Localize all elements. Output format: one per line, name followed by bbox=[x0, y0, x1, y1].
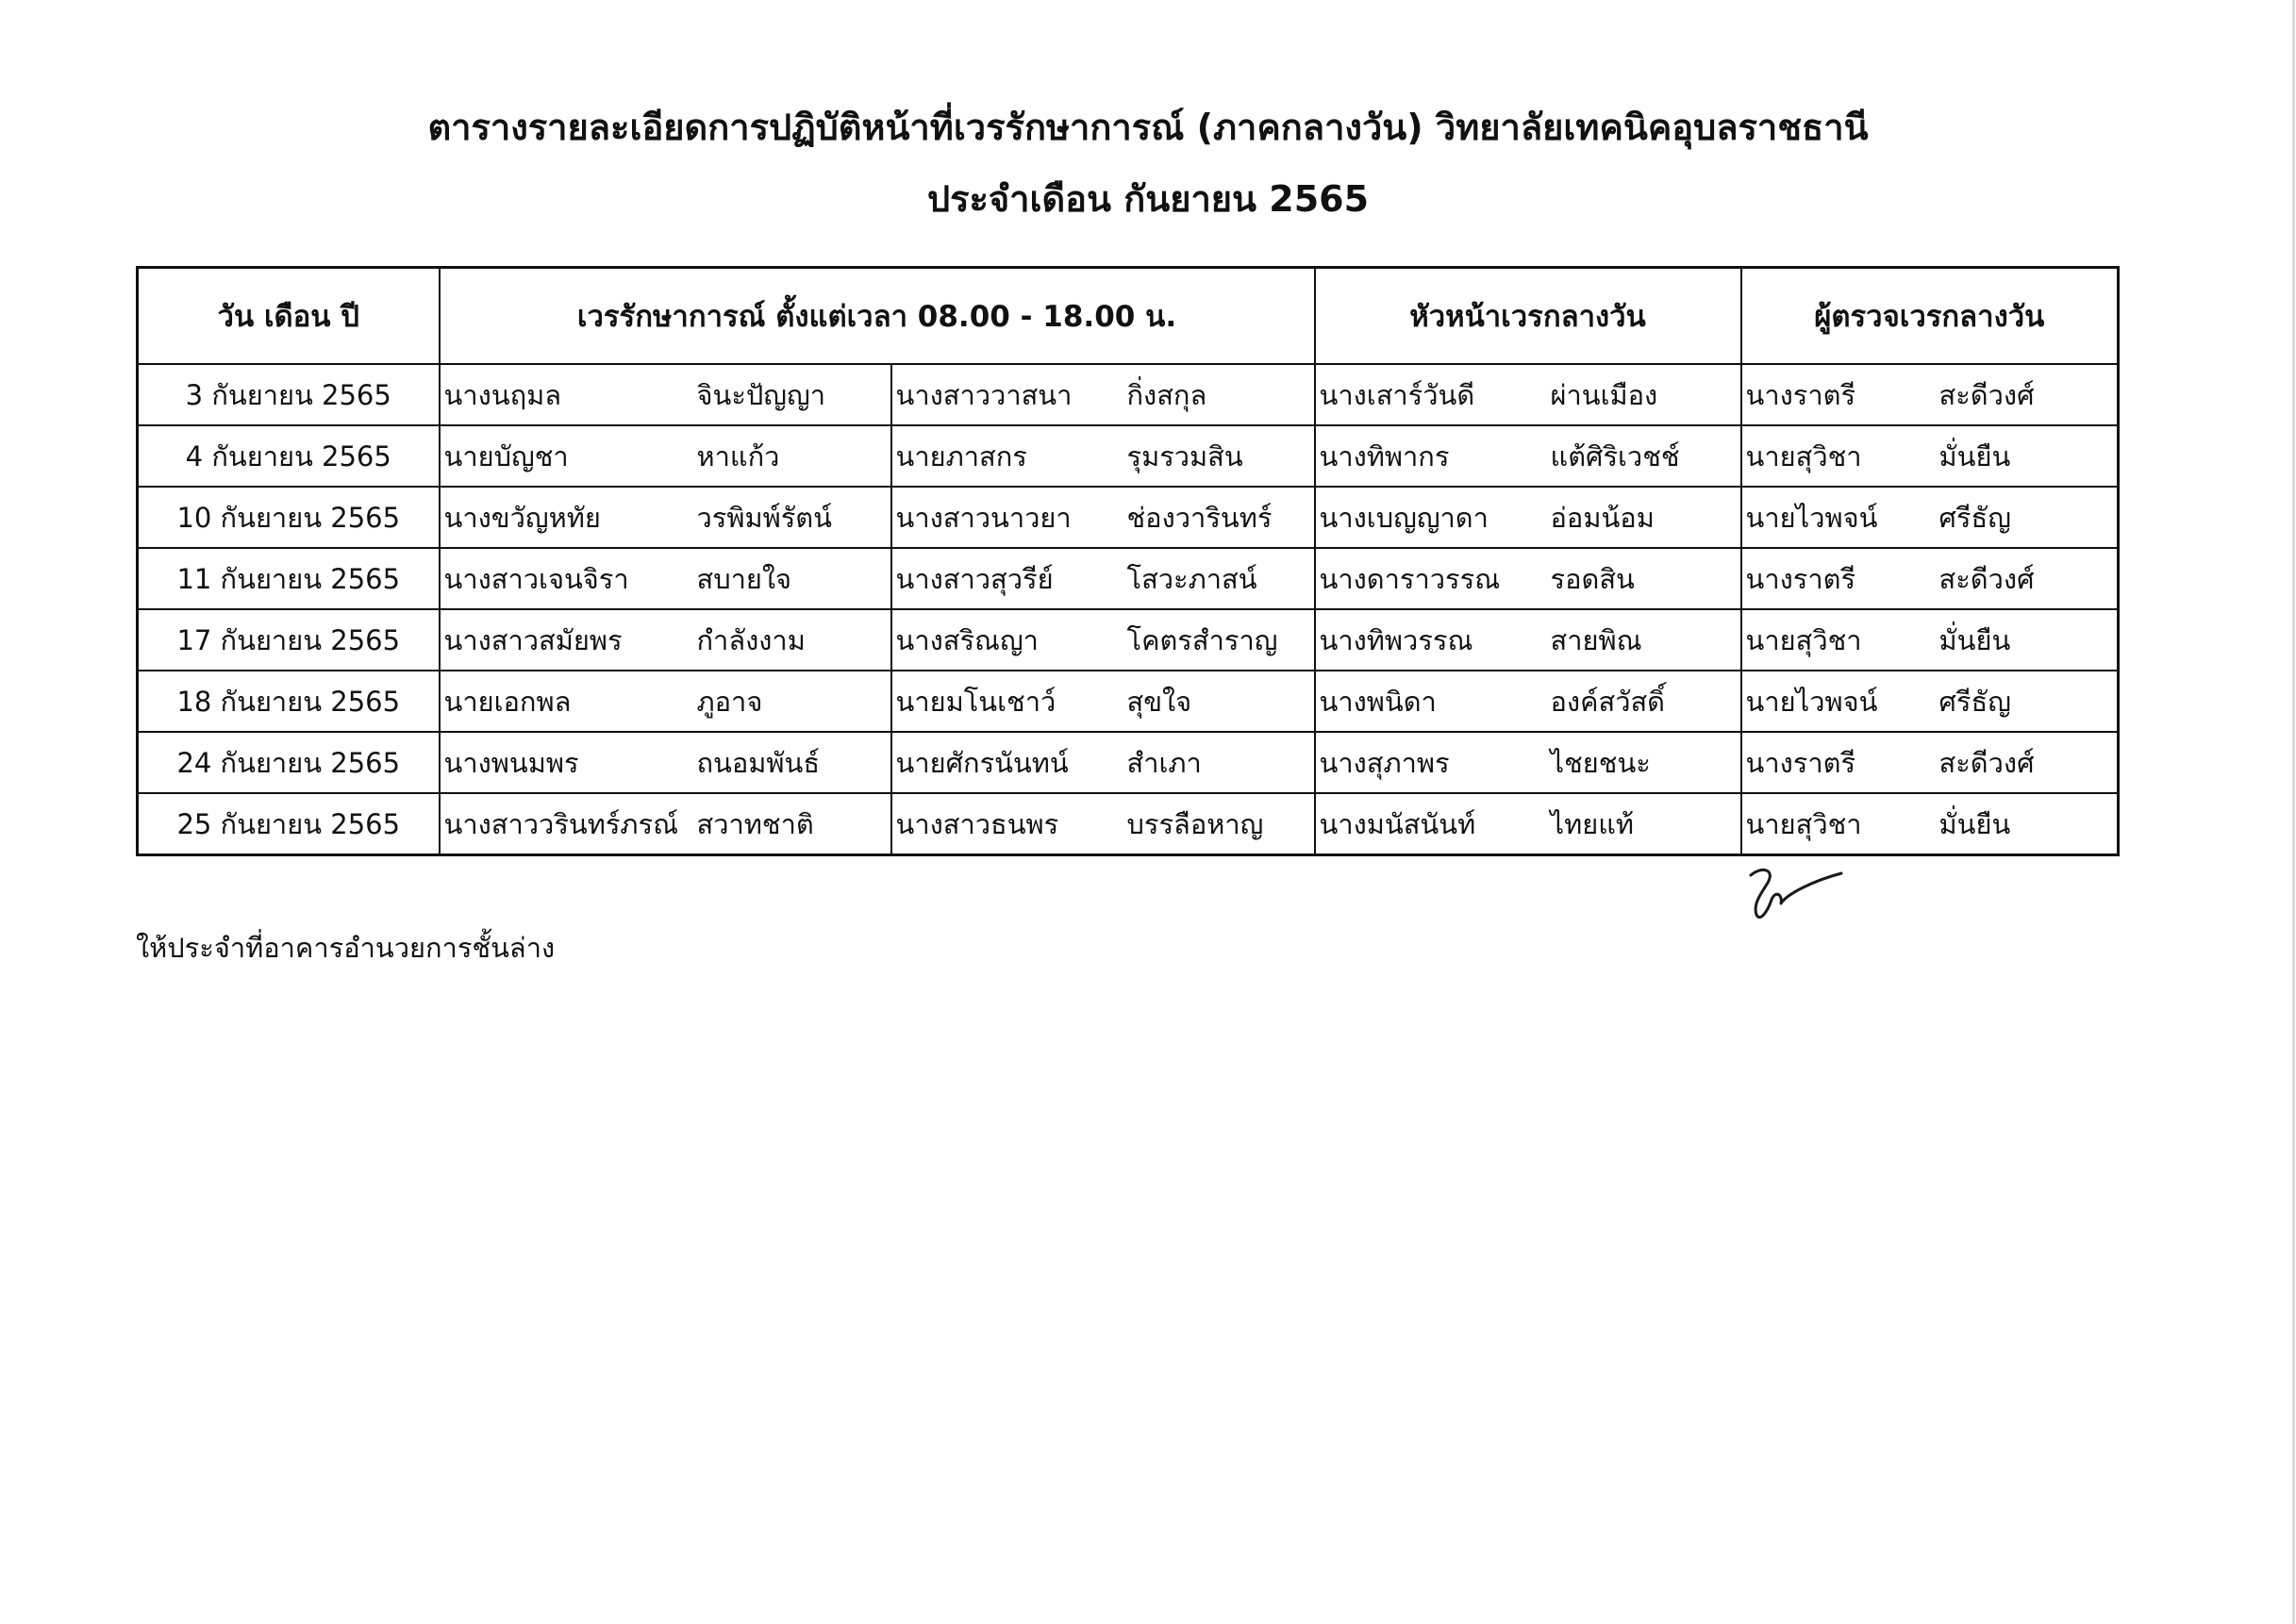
date-cell: 18 กันยายน 2565 bbox=[138, 671, 440, 732]
scan-edge-line bbox=[2292, 0, 2295, 1624]
signature-mark bbox=[1743, 856, 1847, 924]
head-of-shift-last-name: รอดสิน bbox=[1541, 548, 1741, 609]
table-row bbox=[138, 609, 2119, 671]
date-cell: 24 กันยายน 2565 bbox=[138, 732, 440, 793]
signature-stroke bbox=[1751, 870, 1841, 917]
guard-2-first-name: นางสาววาสนา bbox=[891, 364, 1118, 425]
inspector-last-name: ศรีธัญ bbox=[1930, 487, 2119, 548]
guard-2-last-name: สุขใจ bbox=[1118, 671, 1315, 732]
inspector-first-name: นายไวพจน์ bbox=[1741, 671, 1930, 732]
head-of-shift-first-name: นางเบญญาดา bbox=[1315, 487, 1541, 548]
guard-1-first-name: นายเอกพล bbox=[440, 671, 688, 732]
head-of-shift-last-name: องค์สวัสดิ์ bbox=[1541, 671, 1741, 732]
head-of-shift-last-name: อ่อมน้อม bbox=[1541, 487, 1741, 548]
header-date: วัน เดือน ปี bbox=[138, 268, 440, 365]
table-header-row bbox=[138, 268, 2119, 365]
head-of-shift-first-name: นางดาราวรรณ bbox=[1315, 548, 1541, 609]
inspector-first-name: นายสุวิชา bbox=[1741, 425, 1930, 487]
inspector-last-name: สะดีวงศ์ bbox=[1930, 548, 2119, 609]
guard-1-first-name: นายบัญชา bbox=[440, 425, 688, 487]
inspector-last-name: มั่นยืน bbox=[1930, 793, 2119, 855]
page-subtitle: ประจำเดือน กันยายน 2565 bbox=[926, 178, 1370, 220]
guard-2-first-name: นายศักรนันทน์ bbox=[891, 732, 1118, 793]
guard-1-last-name: ถนอมพันธ์ bbox=[688, 732, 891, 793]
guard-2-last-name: โสวะภาสน์ bbox=[1118, 548, 1315, 609]
date-cell: 3 กันยายน 2565 bbox=[138, 364, 440, 425]
inspector-last-name: มั่นยืน bbox=[1930, 609, 2119, 671]
guard-1-first-name: นางสาววรินทร์ภรณ์ bbox=[440, 793, 688, 855]
guard-1-last-name: สวาทชาติ bbox=[688, 793, 891, 855]
guard-2-first-name: นางสาวสุวรีย์ bbox=[891, 548, 1118, 609]
guard-1-last-name: จินะปัญญา bbox=[688, 364, 891, 425]
guard-2-first-name: นางสาวธนพร bbox=[891, 793, 1118, 855]
table-row bbox=[138, 425, 2119, 487]
header-inspector: ผู้ตรวจเวรกลางวัน bbox=[1741, 268, 2119, 365]
guard-1-last-name: สบายใจ bbox=[688, 548, 891, 609]
guard-1-first-name: นางสาวสมัยพร bbox=[440, 609, 688, 671]
guard-2-last-name: กิ่งสกุล bbox=[1118, 364, 1315, 425]
inspector-last-name: สะดีวงศ์ bbox=[1930, 364, 2119, 425]
inspector-first-name: นายไวพจน์ bbox=[1741, 487, 1930, 548]
table-row bbox=[138, 487, 2119, 548]
guard-1-first-name: นางสาวเจนจิรา bbox=[440, 548, 688, 609]
guard-2-first-name: นายภาสกร bbox=[891, 425, 1118, 487]
guard-2-last-name: โคตรสำราญ bbox=[1118, 609, 1315, 671]
head-of-shift-last-name: ผ่านเมือง bbox=[1541, 364, 1741, 425]
table-row bbox=[138, 671, 2119, 732]
duty-schedule-table bbox=[136, 266, 2120, 856]
head-of-shift-first-name: นางพนิดา bbox=[1315, 671, 1541, 732]
inspector-first-name: นางราตรี bbox=[1741, 732, 1930, 793]
inspector-last-name: ศรีธัญ bbox=[1930, 671, 2119, 732]
table-row bbox=[138, 548, 2119, 609]
head-of-shift-last-name: ไชยชนะ bbox=[1541, 732, 1741, 793]
inspector-first-name: นางราตรี bbox=[1741, 364, 1930, 425]
guard-2-last-name: ช่องวารินทร์ bbox=[1118, 487, 1315, 548]
head-of-shift-first-name: นางมนัสนันท์ bbox=[1315, 793, 1541, 855]
date-cell: 11 กันยายน 2565 bbox=[138, 548, 440, 609]
date-cell: 25 กันยายน 2565 bbox=[138, 793, 440, 855]
table-row bbox=[138, 732, 2119, 793]
inspector-first-name: นายสุวิชา bbox=[1741, 609, 1930, 671]
head-of-shift-first-name: นางสุภาพร bbox=[1315, 732, 1541, 793]
footer-note: ให้ประจำที่อาคารอำนวยการชั้นล่าง bbox=[136, 932, 556, 964]
table-row bbox=[138, 793, 2119, 855]
head-of-shift-first-name: นางเสาร์วันดี bbox=[1315, 364, 1541, 425]
inspector-first-name: นายสุวิชา bbox=[1741, 793, 1930, 855]
guard-1-first-name: นางนฤมล bbox=[440, 364, 688, 425]
head-of-shift-last-name: สายพิณ bbox=[1541, 609, 1741, 671]
date-cell: 4 กันยายน 2565 bbox=[138, 425, 440, 487]
guard-1-first-name: นางพนมพร bbox=[440, 732, 688, 793]
inspector-first-name: นางราตรี bbox=[1741, 548, 1930, 609]
inspector-last-name: สะดีวงศ์ bbox=[1930, 732, 2119, 793]
guard-2-last-name: สำเภา bbox=[1118, 732, 1315, 793]
guard-1-last-name: วรพิมพ์รัตน์ bbox=[688, 487, 891, 548]
head-of-shift-last-name: ไทยแท้ bbox=[1541, 793, 1741, 855]
guard-2-first-name: นางสาวนาวยา bbox=[891, 487, 1118, 548]
guard-2-first-name: นางสริณญา bbox=[891, 609, 1118, 671]
page-title: ตารางรายละเอียดการปฏิบัติหน้าที่เวรรักษาการณ์ (ภาคกลางวัน) วิทยาลัยเทคนิคอุบลราชธานี bbox=[427, 107, 1869, 148]
guard-1-last-name: ภูอาจ bbox=[688, 671, 891, 732]
inspector-last-name: มั่นยืน bbox=[1930, 425, 2119, 487]
header-head-of-shift: หัวหน้าเวรกลางวัน bbox=[1315, 268, 1741, 365]
guard-2-last-name: บรรลือหาญ bbox=[1118, 793, 1315, 855]
head-of-shift-first-name: นางทิพวรรณ bbox=[1315, 609, 1541, 671]
table-row bbox=[138, 364, 2119, 425]
date-cell: 17 กันยายน 2565 bbox=[138, 609, 440, 671]
date-cell: 10 กันยายน 2565 bbox=[138, 487, 440, 548]
head-of-shift-first-name: นางทิพากร bbox=[1315, 425, 1541, 487]
head-of-shift-last-name: แต้ศิริเวชช์ bbox=[1541, 425, 1741, 487]
guard-1-first-name: นางขวัญหทัย bbox=[440, 487, 688, 548]
guard-2-last-name: รุมรวมสิน bbox=[1118, 425, 1315, 487]
header-guards: เวรรักษาการณ์ ตั้งแต่เวลา 08.00 - 18.00 น. bbox=[440, 268, 1315, 365]
guard-2-first-name: นายมโนเชาว์ bbox=[891, 671, 1118, 732]
guard-1-last-name: หาแก้ว bbox=[688, 425, 891, 487]
table-body bbox=[138, 364, 2119, 855]
guard-1-last-name: กำลังงาม bbox=[688, 609, 891, 671]
